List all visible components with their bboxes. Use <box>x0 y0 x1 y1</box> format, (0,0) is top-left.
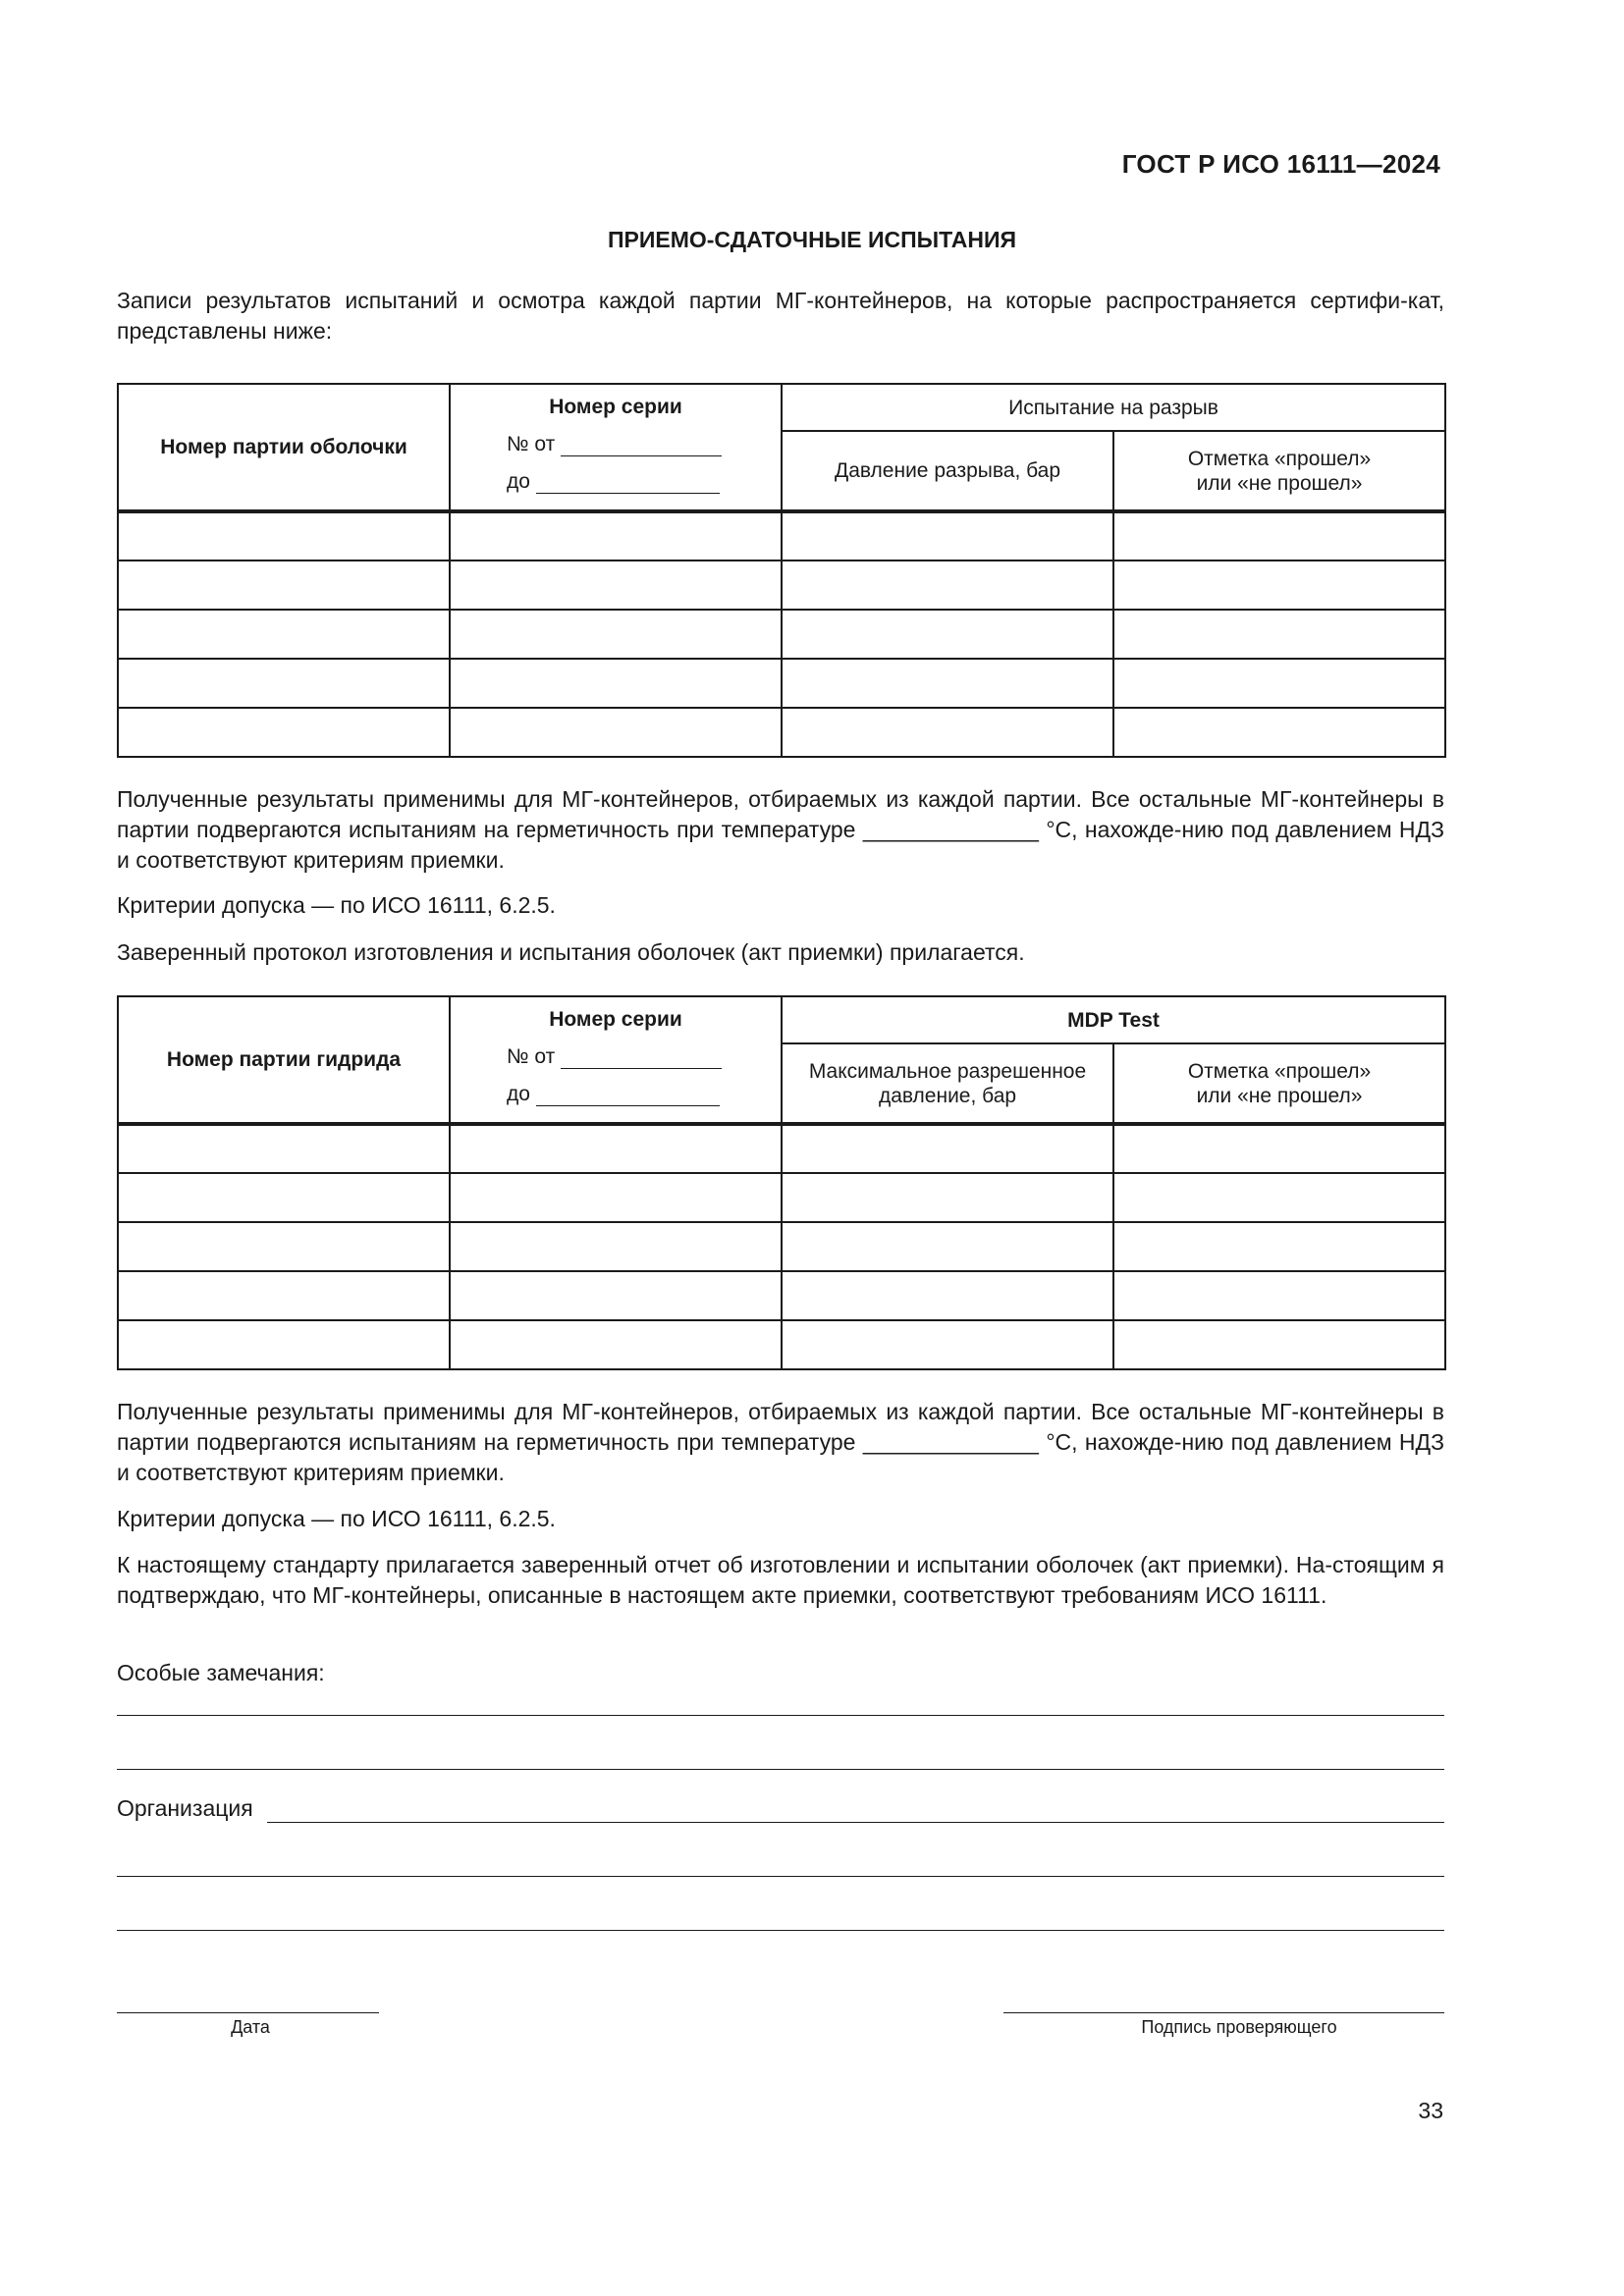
table-cell[interactable] <box>1113 1124 1445 1173</box>
pass-fail-line1: Отметка «прошел» <box>1187 1059 1372 1083</box>
serial-title: Номер серии <box>549 396 682 418</box>
table-row <box>118 610 1445 659</box>
protocol-paragraph: Заверенный протокол изготовления и испытания оболочек (акт приемки) прилагается. <box>117 939 1025 965</box>
table-cell[interactable] <box>450 561 782 610</box>
criteria-paragraph-1: Критерии допуска — по ИСО 16111, 6.2.5. <box>117 892 556 918</box>
table-cell[interactable] <box>118 511 450 561</box>
table-cell[interactable] <box>118 1320 450 1369</box>
standard-header: ГОСТ Р ИСО 16111—2024 <box>1121 149 1440 179</box>
table-cell[interactable] <box>450 1173 782 1222</box>
criteria-paragraph-2: Критерии допуска — по ИСО 16111, 6.2.5. <box>117 1506 556 1531</box>
serial-to-field[interactable] <box>536 467 720 494</box>
mdp-test-table <box>117 995 1446 1370</box>
table-cell[interactable] <box>118 1271 450 1320</box>
table-cell[interactable] <box>1113 1173 1445 1222</box>
inspector-signature-label: Подпись проверяющего <box>1141 2017 1337 2037</box>
table-cell[interactable] <box>118 561 450 610</box>
table-cell[interactable] <box>782 1173 1113 1222</box>
table-cell[interactable] <box>118 1124 450 1173</box>
pass-fail-header <box>1113 431 1445 511</box>
serial-from-label: № от <box>507 1045 556 1068</box>
table-cell[interactable] <box>450 659 782 708</box>
remarks-label: Особые замечания: <box>117 1660 325 1685</box>
results-paragraph-1: Полученные результаты применимы для МГ-контейнеров, отбираемых из каждой партии. Все остальные МГ-контейнеры в партии подвергаются испытаниям на герметичность при температуре ______________ °С, нахожде-нию под давлением НДЗ и соответствуют критериям приемки. <box>117 786 1444 873</box>
table-row <box>118 1222 1445 1271</box>
table-cell[interactable] <box>1113 1271 1445 1320</box>
serial-from-label: № от <box>507 433 556 455</box>
batch-shell-header: Номер партии оболочки <box>118 384 450 511</box>
table-cell[interactable] <box>450 708 782 757</box>
table-row <box>118 1173 1445 1222</box>
table-cell[interactable] <box>118 610 450 659</box>
remarks-line-2[interactable] <box>117 1769 1444 1770</box>
date-line[interactable] <box>117 2012 379 2013</box>
attestation-paragraph: К настоящему стандарту прилагается заверенный отчет об изготовлении и испытании оболочек (акт приемки). На-стоящим я подтверждаю, что МГ-контейнеры, описанные в настоящем акте приемки, соответствуют требованиям ИСО 16111. <box>117 1552 1444 1608</box>
max-pressure-line2: давление, бар <box>878 1084 1017 1107</box>
results-paragraph-2: Полученные результаты применимы для МГ-контейнеров, отбираемых из каждой партии. Все остальные МГ-контейнеры в партии подвергаются испытаниям на герметичность при температуре ______________ °С, нахожде-нию под давлением НДЗ и соответствуют критериям приемки. <box>117 1399 1444 1485</box>
table-cell[interactable] <box>118 1222 450 1271</box>
table-row <box>118 1320 1445 1369</box>
table-cell[interactable] <box>1113 610 1445 659</box>
serial-number-header <box>450 996 782 1124</box>
pass-fail-line2: или «не прошел» <box>1196 1084 1363 1107</box>
max-pressure-header <box>782 1043 1113 1124</box>
page-number: 33 <box>1418 2098 1443 2123</box>
serial-number-header <box>450 384 782 511</box>
table-cell[interactable] <box>1113 708 1445 757</box>
table-row <box>118 708 1445 757</box>
section-title: ПРИЕМО-СДАТОЧНЫЕ ИСПЫТАНИЯ <box>607 227 1017 252</box>
table-cell[interactable] <box>1113 511 1445 561</box>
organization-label: Организация <box>117 1795 253 1821</box>
table-cell[interactable] <box>782 659 1113 708</box>
burst-test-group-header: Испытание на разрыв <box>782 384 1445 431</box>
table-cell[interactable] <box>1113 561 1445 610</box>
table-row <box>118 511 1445 561</box>
intro-paragraph: Записи результатов испытаний и осмотра каждой партии МГ-контейнеров, на которые распространяется сертифи-кат, представлены ниже: <box>117 288 1444 344</box>
table-cell[interactable] <box>782 1222 1113 1271</box>
table-cell[interactable] <box>1113 1222 1445 1271</box>
table-cell[interactable] <box>782 708 1113 757</box>
serial-from-field[interactable] <box>561 1042 722 1069</box>
table-cell[interactable] <box>782 1124 1113 1173</box>
table-cell[interactable] <box>782 561 1113 610</box>
serial-to-field[interactable] <box>536 1080 720 1106</box>
inspector-signature-line[interactable] <box>1003 2012 1444 2013</box>
table-cell[interactable] <box>118 708 450 757</box>
table-cell[interactable] <box>450 511 782 561</box>
table-cell[interactable] <box>1113 659 1445 708</box>
serial-title: Номер серии <box>549 1008 682 1031</box>
table-row <box>118 659 1445 708</box>
date-label: Дата <box>231 2017 270 2037</box>
max-pressure-line1: Максимальное разрешенное <box>808 1059 1087 1083</box>
table-cell[interactable] <box>782 511 1113 561</box>
table-cell[interactable] <box>782 1320 1113 1369</box>
mdp-test-group-header: MDP Test <box>782 996 1445 1043</box>
remarks-line-1[interactable] <box>117 1715 1444 1716</box>
batch-hydride-header: Номер партии гидрида <box>118 996 450 1124</box>
serial-from-field[interactable] <box>561 430 722 456</box>
table-cell[interactable] <box>450 1271 782 1320</box>
serial-to-label: до <box>507 1083 530 1105</box>
table-cell[interactable] <box>450 1124 782 1173</box>
serial-to-label: до <box>507 470 530 493</box>
table-cell[interactable] <box>450 610 782 659</box>
pass-fail-line1: Отметка «прошел» <box>1187 447 1372 470</box>
table-cell[interactable] <box>450 1320 782 1369</box>
table-cell[interactable] <box>118 659 450 708</box>
table-cell[interactable] <box>782 610 1113 659</box>
burst-test-table <box>117 383 1446 758</box>
table-cell[interactable] <box>450 1222 782 1271</box>
burst-pressure-header: Давление разрыва, бар <box>782 431 1113 511</box>
organization-line-3[interactable] <box>117 1930 1444 1931</box>
pass-fail-line2: или «не прошел» <box>1196 471 1363 495</box>
table-row <box>118 561 1445 610</box>
table-cell[interactable] <box>118 1173 450 1222</box>
organization-line[interactable] <box>267 1822 1444 1823</box>
organization-line-2[interactable] <box>117 1876 1444 1877</box>
pass-fail-header <box>1113 1043 1445 1124</box>
table-row <box>118 1124 1445 1173</box>
table-cell[interactable] <box>1113 1320 1445 1369</box>
table-row <box>118 1271 1445 1320</box>
table-cell[interactable] <box>782 1271 1113 1320</box>
